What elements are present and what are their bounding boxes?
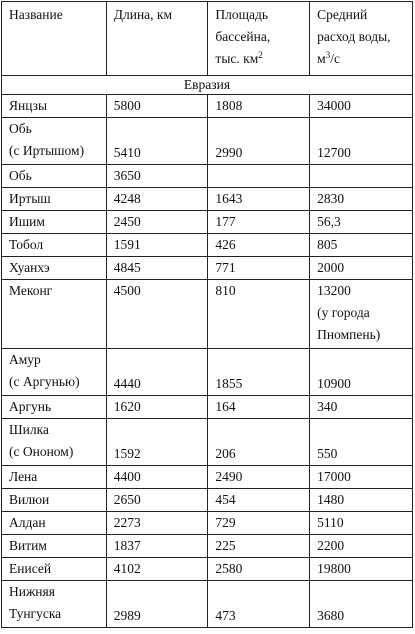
river-basin: 2580 xyxy=(208,558,310,581)
river-name: Вилюи xyxy=(2,489,107,512)
table-row xyxy=(2,396,413,419)
river-basin: 771 xyxy=(208,257,310,280)
rivers-table xyxy=(1,1,413,628)
river-length: 1592 xyxy=(106,419,208,466)
river-name: Алдан xyxy=(2,512,107,535)
river-basin: 473 xyxy=(208,581,310,628)
header-name: Название xyxy=(2,2,107,76)
river-name: Янцзы xyxy=(2,95,107,118)
river-flow: 34000 xyxy=(310,95,413,118)
table-row xyxy=(2,165,413,188)
table-row xyxy=(2,558,413,581)
river-length: 2989 xyxy=(106,581,208,628)
river-name: Обь (с Иртышом) xyxy=(2,118,107,165)
table-row xyxy=(2,280,413,349)
river-basin: 164 xyxy=(208,396,310,419)
river-length: 2273 xyxy=(106,512,208,535)
header-flow: Средний расход воды, $м^3/с$ xyxy=(310,2,413,76)
river-flow: 12700 xyxy=(310,118,413,165)
river-length: 4440 xyxy=(106,349,208,396)
river-length: 2450 xyxy=(106,211,208,234)
river-flow: 2200 xyxy=(310,535,413,558)
header-length: Длина, км xyxy=(106,2,208,76)
river-basin xyxy=(208,165,310,188)
river-basin: 729 xyxy=(208,512,310,535)
river-basin: 206 xyxy=(208,419,310,466)
river-name: Аргунь xyxy=(2,396,107,419)
table-row xyxy=(2,581,413,628)
river-flow xyxy=(310,165,413,188)
region-row xyxy=(2,76,413,95)
river-basin: 225 xyxy=(208,535,310,558)
table-row xyxy=(2,349,413,396)
river-flow: 1480 xyxy=(310,489,413,512)
table-row xyxy=(2,188,413,211)
river-basin: 2490 xyxy=(208,466,310,489)
river-basin: 177 xyxy=(208,211,310,234)
table-row xyxy=(2,535,413,558)
river-length: 4845 xyxy=(106,257,208,280)
river-basin: 1855 xyxy=(208,349,310,396)
river-name: Ишим xyxy=(2,211,107,234)
river-length: 4400 xyxy=(106,466,208,489)
river-name: Енисей xyxy=(2,558,107,581)
river-basin: 810 xyxy=(208,280,310,349)
river-basin: 2990 xyxy=(208,118,310,165)
river-length: 2650 xyxy=(106,489,208,512)
river-length: 1591 xyxy=(106,234,208,257)
river-flow: 19800 xyxy=(310,558,413,581)
river-basin: 454 xyxy=(208,489,310,512)
table-row xyxy=(2,419,413,466)
river-flow: 2000 xyxy=(310,257,413,280)
river-flow: 550 xyxy=(310,419,413,466)
river-length: 4102 xyxy=(106,558,208,581)
region-label: Евразия xyxy=(2,76,413,95)
river-name: Меконг xyxy=(2,280,107,349)
river-name: Амур (с Аргунью) xyxy=(2,349,107,396)
table-row xyxy=(2,512,413,535)
river-name: Шилка (с Ононом) xyxy=(2,419,107,466)
river-flow: 5110 xyxy=(310,512,413,535)
river-length: 1837 xyxy=(106,535,208,558)
river-flow: 2830 xyxy=(310,188,413,211)
table-row xyxy=(2,466,413,489)
river-name: Иртыш xyxy=(2,188,107,211)
river-flow: 17000 xyxy=(310,466,413,489)
table-row xyxy=(2,257,413,280)
river-length: 1620 xyxy=(106,396,208,419)
river-basin: 426 xyxy=(208,234,310,257)
table-row xyxy=(2,489,413,512)
river-length: 4500 xyxy=(106,280,208,349)
river-length: 3650 xyxy=(106,165,208,188)
table-row xyxy=(2,118,413,165)
river-length: 5410 xyxy=(106,118,208,165)
table-row xyxy=(2,234,413,257)
river-flow: 13200 (у города Пномпень) xyxy=(310,280,413,349)
river-name: Хуанхэ xyxy=(2,257,107,280)
river-flow: 10900 xyxy=(310,349,413,396)
river-name: Нижняя Тунгуска xyxy=(2,581,107,628)
river-length: 4248 xyxy=(106,188,208,211)
river-name: Лена xyxy=(2,466,107,489)
river-name: Витим xyxy=(2,535,107,558)
river-length: 5800 xyxy=(106,95,208,118)
header-row xyxy=(2,2,413,76)
header-basin: Площадь бассейна, тыс. $км^2$ xyxy=(208,2,310,76)
river-name: Обь xyxy=(2,165,107,188)
river-basin: 1643 xyxy=(208,188,310,211)
table-row xyxy=(2,211,413,234)
river-basin: 1808 xyxy=(208,95,310,118)
river-name: Тобол xyxy=(2,234,107,257)
table-row xyxy=(2,95,413,118)
river-flow: 340 xyxy=(310,396,413,419)
river-flow: 3680 xyxy=(310,581,413,628)
river-flow: 805 xyxy=(310,234,413,257)
river-flow: 56,3 xyxy=(310,211,413,234)
